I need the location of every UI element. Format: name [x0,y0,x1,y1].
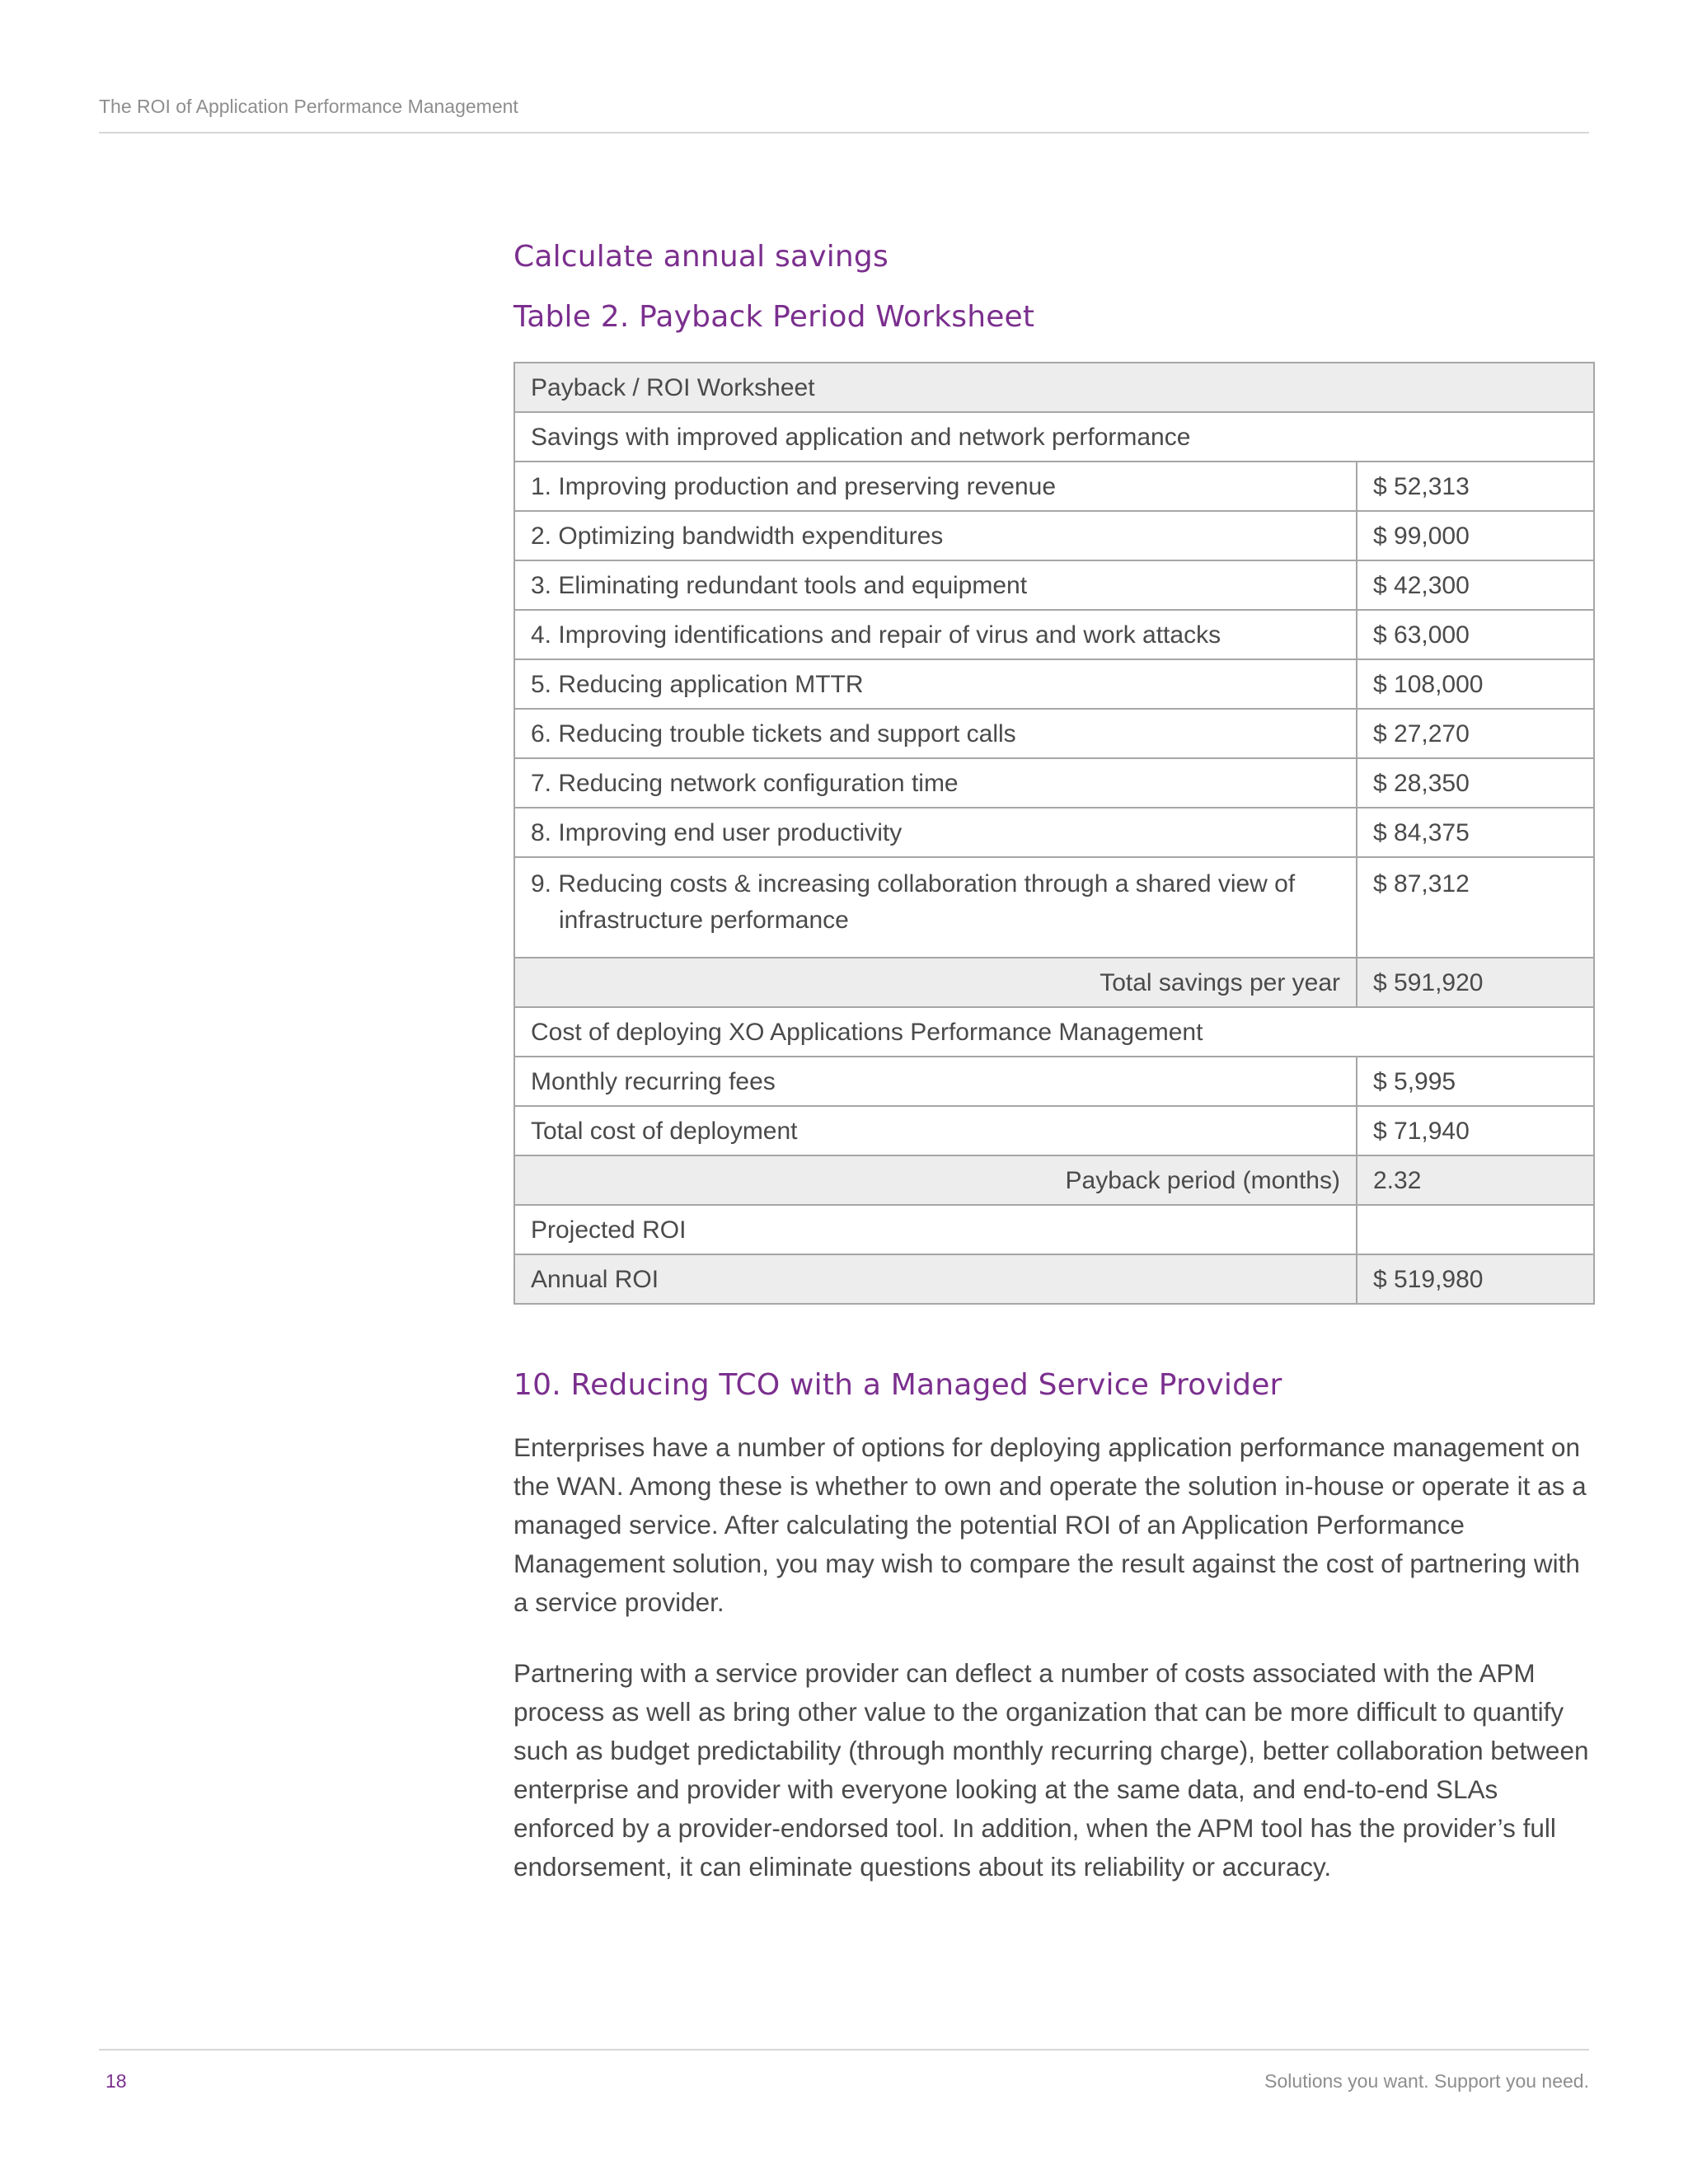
table-row [514,808,1594,857]
projected-roi-row [514,1205,1594,1254]
total-cost-amount: $ 71,940 [1357,1106,1594,1155]
savings-item-label: 5. Reducing application MTTR [514,659,1357,709]
savings-item-amount: $ 87,312 [1357,857,1594,958]
savings-item-label: 6. Reducing trouble tickets and support calls [514,709,1357,758]
page-header [99,92,1589,134]
table-row [514,758,1594,808]
table-row [514,659,1594,709]
table-row [514,857,1594,958]
payback-period-row [514,1155,1594,1205]
annual-roi-row [514,1254,1594,1304]
main-content [513,239,1595,1886]
table-row [514,511,1594,560]
table-row [514,610,1594,659]
annual-roi-amount: $ 519,980 [1357,1254,1594,1304]
projected-roi-value [1357,1205,1594,1254]
savings-item-amount: $ 52,313 [1357,462,1594,511]
footer-tagline: Solutions you want. Support you need. [1264,2070,1589,2092]
page-footer [99,2049,1589,2092]
savings-item-label: 3. Eliminating redundant tools and equipment [514,560,1357,610]
table-title-cell: Payback / ROI Worksheet [514,363,1594,412]
projected-roi-label: Projected ROI [514,1205,1357,1254]
savings-item-amount: $ 63,000 [1357,610,1594,659]
total-cost-label: Total cost of deployment [514,1106,1357,1155]
savings-item-label: 2. Optimizing bandwidth expenditures [514,511,1357,560]
cost-section-label: Cost of deploying XO Applications Performance Management [514,1007,1594,1057]
payback-period-label: Payback period (months) [514,1155,1357,1205]
savings-item-amount: $ 84,375 [1357,808,1594,857]
total-savings-label: Total savings per year [514,958,1357,1007]
table-row [514,1106,1594,1155]
body-paragraph: Partnering with a service provider can deflect a number of costs associated with the APM process as well as bring other value to the organization that can be more difficult to quantify such as budget predictability (through monthly recurring charge), better collaboration between enterprise and provider with everyone looking at the same data, and end-to-end SLAs enforced by a provider-endorsed tool. In addition, when the APM tool has the provider’s full endorsement, it can eliminate questions about its reliability or accuracy. [513,1657,1589,1882]
table-caption: Table 2. Payback Period Worksheet [513,300,1035,335]
savings-section-row [514,412,1594,462]
table-title-row [514,363,1594,412]
savings-item-label-cell [514,857,1357,958]
page-number: 18 [106,2070,127,2092]
total-savings-amount: $ 591,920 [1357,958,1594,1007]
savings-section-label: Savings with improved application and network performance [514,412,1594,462]
section-10-heading: 10. Reducing TCO with a Managed Service Provider [513,1368,1282,1403]
payback-period-value: 2.32 [1357,1155,1594,1205]
savings-item-amount: $ 108,000 [1357,659,1594,709]
body-paragraph: Enterprises have a number of options for deploying application performance management on the WAN. Among these is whether to own and operate the solution in-house or operate it as a managed service. After calculating the potential ROI of an Application Performance Management solution, you may wish to compare the result against the cost of partnering with a service provider. [513,1432,1587,1617]
savings-item-label: 7. Reducing network configuration time [514,758,1357,808]
payback-worksheet-table [513,362,1595,1305]
savings-item-amount: $ 27,270 [1357,709,1594,758]
annual-roi-label: Annual ROI [514,1254,1357,1304]
section-heading: Calculate annual savings [513,240,889,274]
savings-item-label: 1. Improving production and preserving revenue [514,462,1357,511]
savings-item-amount: $ 28,350 [1357,758,1594,808]
cost-section-row [514,1007,1594,1057]
table-row [514,1057,1594,1106]
document-title: The ROI of Application Performance Management [99,96,518,117]
total-savings-row [514,958,1594,1007]
table-row [514,462,1594,511]
monthly-fees-label: Monthly recurring fees [514,1057,1357,1106]
savings-item-amount: $ 42,300 [1357,560,1594,610]
monthly-fees-amount: $ 5,995 [1357,1057,1594,1106]
savings-item-label: 8. Improving end user productivity [514,808,1357,857]
savings-item-label: 9. Reducing costs & increasing collaboration through a shared view of infrastructure performance [531,870,1296,934]
table-row [514,560,1594,610]
savings-item-label: 4. Improving identifications and repair of virus and work attacks [514,610,1357,659]
table-row [514,709,1594,758]
savings-item-amount: $ 99,000 [1357,511,1594,560]
